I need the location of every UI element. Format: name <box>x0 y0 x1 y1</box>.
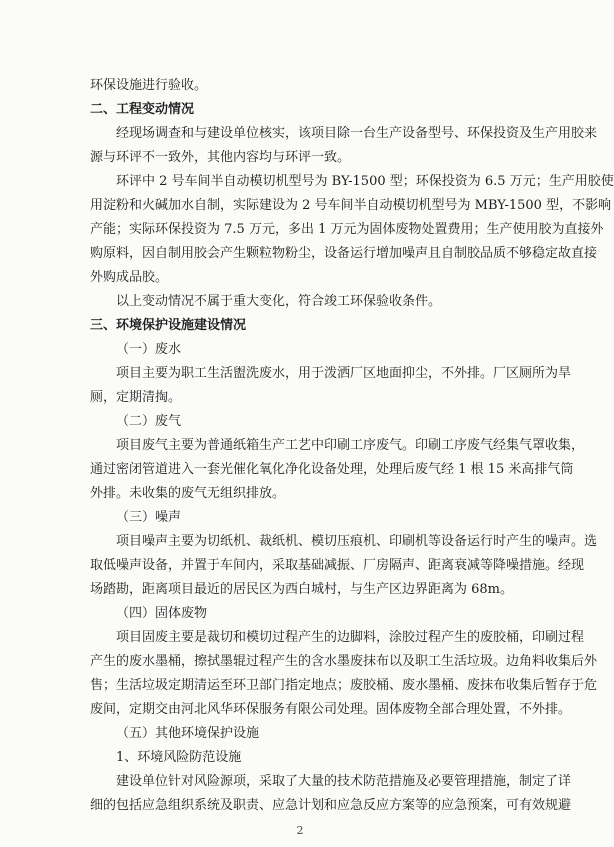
paragraph-line: 外购成品胶。 <box>90 270 169 285</box>
subsection-heading: （一）废水 <box>116 342 182 357</box>
paragraph-line: 废间，定期交由河北风华环保服务有限公司处理。固体废物全部合理处置，不外排。 <box>90 702 572 717</box>
paragraph-line: 环评中 2 号车间半自动模切机型号为 BY-1500 型；环保投资为 6.5 万元；生产用胶使 <box>116 174 614 189</box>
section-heading: 二、工程变动情况 <box>90 102 195 117</box>
paragraph-line: 项目主要为职工生活盥洗废水，用于泼洒厂区地面抑尘，不外排。厂区厕所为旱 <box>116 366 572 381</box>
paragraph-line: 源与环评不一致外，其他内容均与环评一致。 <box>90 150 351 165</box>
subsection-heading: （五）其他环境保护设施 <box>116 726 260 741</box>
paragraph-line: 产能；实际环保投资为 7.5 万元，多出 1 万元为固体废物处置费用；生产使用胶为直接外 <box>90 222 604 237</box>
subsection-heading: （三）噪声 <box>116 510 182 525</box>
section-heading: 三、环境保护设施建设情况 <box>90 318 247 333</box>
page-number: 2 <box>296 824 304 837</box>
paragraph-line: 细的包括应急组织系统及职责、应急计划和应急反应方案等的应急预案，可有效规避 <box>90 798 572 813</box>
paragraph-line: 建设单位针对风险源项，采取了大量的技术防范措施及必要管理措施，制定了详 <box>116 774 572 789</box>
paragraph-line: 取低噪声设备，并置于车间内，采取基础减振、厂房隔声、距离衰减等降噪措施。经现 <box>90 558 585 573</box>
paragraph-line: 产生的废水墨桶，擦拭墨辊过程产生的含水墨废抹布以及职工生活垃圾。边角料收集后外 <box>90 654 598 669</box>
subsection-heading: （二）废气 <box>116 414 182 429</box>
paragraph-line: 项目废气主要为普通纸箱生产工艺中印刷工序废气。印刷工序废气经集气罩收集， <box>116 438 585 453</box>
paragraph-line: 外排。未收集的废气无组织排放。 <box>90 486 286 501</box>
paragraph-line: 经现场调查和与建设单位核实，该项目除一台生产设备型号、环保投资及生产用胶来 <box>116 126 598 141</box>
paragraph-line: 通过密闭管道进入一套光催化氧化净化设备处理，处理后废气经 1 根 15 米高排气筒 <box>90 462 574 477</box>
paragraph-line: 以上变动情况不属于重大变化，符合竣工环保验收条件。 <box>116 294 442 309</box>
paragraph-line: 环保设施进行验收。 <box>90 78 208 93</box>
subsection-heading: 1、环境风险防范设施 <box>116 750 242 765</box>
paragraph-line: 用淀粉和火碱加水自制，实际建设为 2 号车间半自动模切机型号为 MBY-1500 型，不影响 <box>90 198 612 213</box>
paragraph-line: 场踏勘，距离项目最近的居民区为西白城村，与生产区边界距离为 68m。 <box>90 582 514 597</box>
paragraph-line: 购原料，因自制用胶会产生颗粒物粉尘，设备运行增加噪声且自制胶品质不够稳定故直接 <box>90 246 598 261</box>
subsection-heading: （四）固体废物 <box>116 606 208 621</box>
paragraph-line: 厕，定期清掏。 <box>90 390 182 405</box>
paragraph-line: 售；生活垃圾定期清运至环卫部门指定地点；废胶桶、废水墨桶、废抹布收集后暂存于危 <box>90 678 598 693</box>
paragraph-line: 项目固废主要是裁切和模切过程产生的边脚料，涂胶过程产生的废胶桶，印刷过程 <box>116 630 585 645</box>
paragraph-line: 项目噪声主要为切纸机、裁纸机、模切压痕机、印刷机等设备运行时产生的噪声。选 <box>116 534 598 549</box>
